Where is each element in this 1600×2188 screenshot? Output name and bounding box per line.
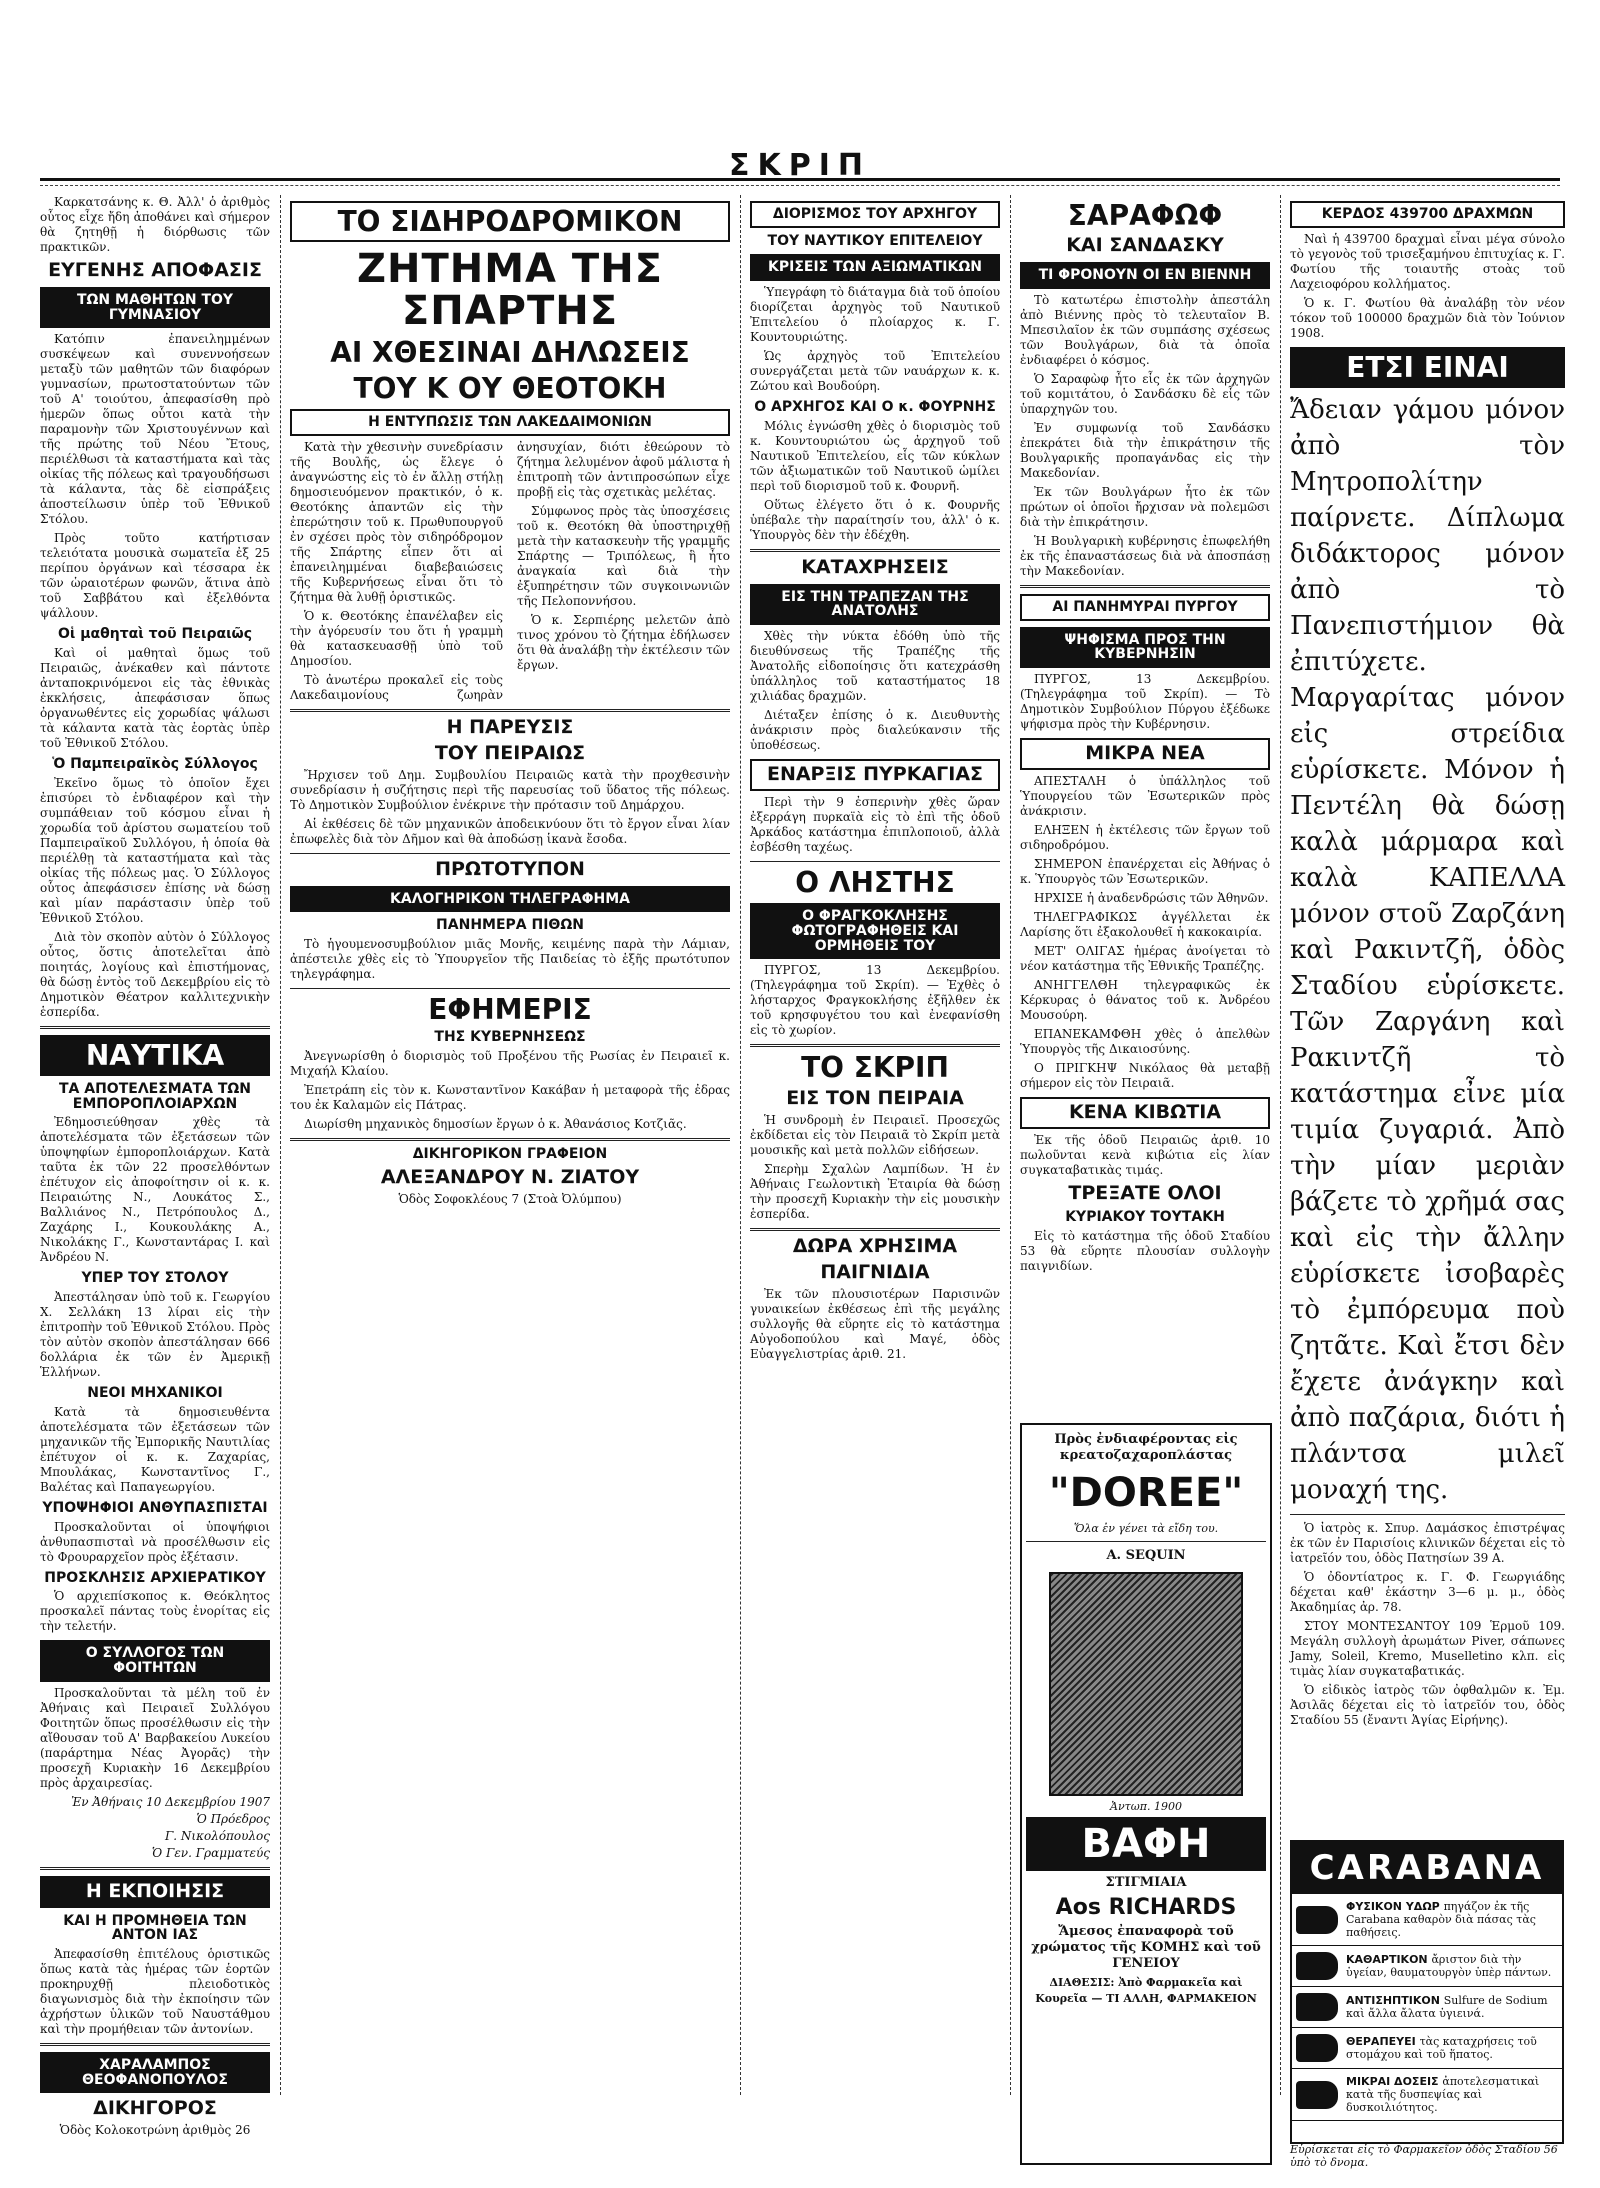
col1-signature: Ὁ Πρόεδρος (196, 1811, 270, 1826)
divider (40, 1867, 270, 1870)
carabana-title: CARABANA (1292, 1842, 1562, 1894)
col4-heading-sarafof: ΣΑΡΑΦΩΦ (1067, 199, 1223, 232)
divider (750, 1228, 1000, 1231)
carabana-item (1292, 1987, 1562, 2028)
col4-heading-trexate: ΤΡΕΞΑΤΕ ΟΛΟΙ (1068, 1181, 1222, 1204)
col2-heading-sidirodromikon: ΤΟ ΣΙΔΗΡΟΔΡΟΜΙΚΟΝ (290, 201, 730, 242)
richards-line: Ἄμεσος ἐπαναφορὰ τοῦ χρώματος τῆς ΚΟΜΗΣ καὶ τοῦ ΓΕΝΕΙΟΥ (1031, 1924, 1261, 1971)
col4-paragraph: Ἡ Βουλγαρικὴ κυβέρνησις ἐπωφελήθη ἐκ τῆς ἐπαναστάσεως διὰ νὰ ἀποσπάσῃ τὴν Μακεδονίαν. (1020, 534, 1270, 579)
bottle-icon (1296, 1906, 1338, 1934)
carabana-item-label: ΦΥΣΙΚΟΝ ΥΔΩΡ (1346, 1900, 1444, 1913)
col1-subheading-emporoploiarxoi: ΤΑ ΑΠΟΤΕΛΕΣΜΑΤΑ ΤΩΝ ΕΜΠΟΡΟΠΛΟΙΑΡΧΩΝ (59, 1081, 251, 1112)
doree-brand: "DOREE" (1048, 1470, 1244, 1516)
col4-news-item: ΑΝΗΓΓΕΛΘΗ τηλεγραφικῶς ἐκ Κέρκυρας ὁ θάνατος τοῦ κ. Ἀνδρέου Μουσούρη. (1020, 978, 1270, 1023)
col3-paragraph: Περὶ τὴν 9 ἐσπερινὴν χθὲς ὥραν ἐξερράγη πυρκαϊὰ εἰς τὸ ἐπὶ τῆς ὁδοῦ Ἀρκάδος κατάστημα ἐπιπλοποιοῦ, ἀλλὰ ἐσβέσθη ταχέως. (750, 795, 1000, 854)
carabana-item (1292, 1894, 1562, 1946)
masthead-rule (40, 178, 1560, 181)
col1-paragraph: Κατόπιν ἐπανειλημμένων συσκέψεων καὶ συνεννοήσεων μεταξὺ τῶν μαθητῶν τῶν διαφόρων γυμνασίων, πρωτοστατούντων τῶν τοῦ Α' τοιούτου, ἀπεφασίσθη πρὸ ἡμερῶν ὅπως οὗτοι κατὰ τὴν παραμονὴν τῶν Χριστουγέννων καὶ τῆς πρώτης τοῦ Νέου Ἔτους, περιέλθωσι τὰ καταστήματα καὶ τὰς οἰκίας τῆς πόλεως καὶ τραγουδήσωσι τὰ κάλαντα, τὰς δὲ εἰσπράξεις ἀποστείλωσιν ὑπὲρ τοῦ Ἐθνικοῦ Στόλου. (40, 332, 270, 527)
col1-paragraph: Διὰ τὸν σκοπὸν αὐτὸν ὁ Σύλλογος οὗτος, ὅστις ἀποτελεῖται ἀπὸ ποιητάς, λογίους καὶ ἐπιστήμονας, θὰ δώσῃ ἐντὸς τοῦ Δεκεμβρίου εἰς τὸ Δημοτικὸν Θέατρον καλλιτεχνικὴν ἑσπερίδα. (40, 929, 270, 1019)
col1-heading-dikigoros: ΔΙΚΗΓΟΡΟΣ (93, 2097, 217, 2120)
carabana-item-text: Sulfure de Sodium καὶ ἄλλα ἄλατα ὑγιεινά. (1346, 1994, 1548, 2020)
col2-heading-theotoki: ΤΟΥ Κ ΟΥ ΘΕΟΤΟΚΗ (353, 371, 667, 405)
col2-address: Ὁδὸς Σοφοκλέους 7 (Στοὰ Ὀλύμπου) (398, 1191, 622, 1206)
masthead (0, 0, 1600, 190)
col2-paragraph: Κατὰ τὴν χθεσινὴν συνεδρίασιν τῆς Βουλῆς, ὡς ἔλεγε ὁ ἀναγνώστης εἰς τὸ ἐν ἄλλῃ στήλῃ δημοσιευόμενον πρακτικόν, ὁ κ. Θεοτόκης ἀπαντῶν εἰς τὴν ἐπερώτησιν τοῦ κ. Πρωθυπουργοῦ ἐν σχέσει πρὸς τὸν σιδηρόδρομον τῆς Σπάρτης εἶπεν ὅτι αἱ ἐπανειλημμέναι διαβεβαιώσεις τῆς Κυβερνήσεως εἶναι ὅτι τὸ ζήτημα θὰ λυθῇ ὁριστικῶς. (290, 439, 503, 604)
column-5 (1290, 195, 1565, 2095)
col1-heading-stolos: ΥΠΕΡ ΤΟΥ ΣΤΟΛΟΥ (81, 1270, 229, 1287)
carabana-item-text: πηγάζον ἐκ τῆς Carabana καθαρὸν διὰ πάσας τὰς παθήσεις. (1346, 1900, 1536, 1939)
col1-paragraph: Προσκαλοῦνται τὰ μέλη τοῦ ἐν Ἀθήναις καὶ Πειραιεῖ Συλλόγου Φοιτητῶν ὅπως προσέλθωσιν εἰς τὴν αἴθουσαν τοῦ Α' Βαρβακείου Λυκείου (παράρτημα Νέας Ἀγορᾶς) τὴν προσεχῆ Κυριακὴν 16 Δεκεμβρίου πρὸς ἀρχαιρεσίας. (40, 1685, 270, 1790)
col3-heading-fournis: Ο ΑΡΧΗΓΟΣ ΚΑΙ Ο κ. ΦΟΥΡΝΗΣ (754, 399, 996, 416)
col3-paragraph: Οὕτως ἐλέγετο ὅτι ὁ κ. Φουρνῆς ὑπέβαλε τὴν παραίτησίν του, ἀλλ' ὁ κ. Ὑπουργὸς δὲν τὴν ἐδέχθη. (750, 497, 1000, 542)
col1-heading-proskilisis: ΠΡΟΣΚΛΗΣΙΣ ΑΡΧΙΕΡΑΤΙΚΟΥ (44, 1569, 266, 1586)
col2-paragraph: Αἱ ἐκθέσεις δὲ τῶν μηχανικῶν ἀποδεικνύουν ὅτι τὸ ἔργον εἶναι λίαν ἐπωφελὲς διὰ τὸν Δῆμον καὶ θὰ ἀποδώσῃ ἱκανὰ ἔσοδα. (290, 816, 730, 846)
divider (290, 853, 730, 854)
col1-heading-eugenis: ΕΥΓΕΝΗΣ ΑΠΟΦΑΣΙΣ (48, 259, 262, 281)
col1-subheading-promitheia: ΚΑΙ Η ΠΡΟΜΗΘΕΙΑ ΤΩΝ ΑΝΤΟΝ ΙΑΣ (63, 1912, 247, 1944)
richards-brand: Aos RICHARDS (1055, 1895, 1237, 1920)
col3-paragraph: Ἡ συνδρομὴ ἐν Πειραιεῖ. Προσεχῶς ἐκδίδεται εἰς τὸν Πειραιᾶ τὸ Σκρίπ μετὰ μουσικῆς καὶ μετὰ πολλῶν εἰδήσεων. (750, 1112, 1000, 1157)
col2-paragraph: Ἤρχισεν τοῦ Δημ. Συμβουλίου Πειραιῶς κατὰ τὴν προχθεσινὴν συνεδρίασιν ἡ συζήτησις περὶ τῆς παρευσίας τοῦ ὕδατος τῆς πόλεως. Τὸ Δημοτικὸν Συμβούλιον ἐνέκρινε τὴν πρότασιν τοῦ Δημάρχου. (290, 767, 730, 812)
col3-subheading-epiteleiou: ΤΟΥ ΝΑΥΤΙΚΟΥ ΕΠΙΤΕΛΕΙΟΥ (767, 232, 983, 249)
col3-subheading-peiraia: ΕΙΣ ΤΟΝ ΠΕΙΡΑΙΑ (786, 1086, 964, 1109)
carabana-item-label: ΚΑΘΑΡΤΙΚΟΝ (1346, 1953, 1432, 1966)
col3-heading-pyrkagia: ΕΝΑΡΞΙΣ ΠΥΡΚΑΓΙΑΣ (750, 759, 1000, 791)
column-separator (280, 195, 281, 2095)
col2-paragraph: Ἐπετράπη εἰς τὸν κ. Κωνσταντῖνον Κακάβαν ἡ μεταφορὰ τῆς ἐδρας του ἐκ Καλαμῶν εἰς Πάτρας. (290, 1083, 730, 1113)
col1-signature-date: Ἐν Ἀθήναις 10 Δεκεμβρίου 1907 (71, 1794, 270, 1809)
col2-paragraph: Τὸ ἡγουμενοσυμβούλιον μιᾶς Μονῆς, κειμένης παρὰ τὴν Λάμιαν, ἀπέστειλε χθὲς εἰς τὸ Ὑπουργεῖον τῆς Παιδείας τὸ ἑξῆς πρωτότυπον τηλεγράφημα. (290, 937, 730, 982)
col3-paragraph: Χθὲς τὴν νύκτα ἐδόθη ὑπὸ τῆς διευθύνσεως τῆς Τραπέζης τῆς Ἀνατολῆς εἰδοποίησις ὅτι κατεχράσθη ὑπάλληλος τοῦ καταστήματος 18 χιλιάδας δραχμῶν. (750, 629, 1000, 704)
col4-heading-panimyrai: ΑΙ ΠΑΝΗΜΥΡΑΙ ΠΥΡΓΟΥ (1020, 594, 1270, 621)
col5-heading-kerdos: ΚΕΡΔΟΣ 439700 ΔΡΑΧΜΩΝ (1290, 201, 1565, 228)
carabana-list (1292, 1894, 1562, 2121)
col2-subheading-peiraios: ΤΟΥ ΠΕΙΡΑΙΩΣ (434, 741, 586, 764)
bottle-icon (1296, 1952, 1338, 1980)
doree-advert-sub: Ὅλα ἐν γένει τὰ εἴδη του. (1073, 1522, 1219, 1535)
col1-heading-dikigoros-name: ΧΑΡΑΛΑΜΠΟΣ ΘΕΟΦΑΝΟΠΟΥΛΟΣ (40, 2052, 270, 2093)
col2-subheading-pithon: ΠΑΝΗΜΕΡΑ ΠΙΘΩΝ (436, 917, 584, 934)
col4-news-item: ΜΕΤ' ΟΛΙΓΑΣ ἡμέρας ἀνοίγεται τὸ νέον κατάστημα τῆς Ἐθνικῆς Τραπέζης. (1020, 944, 1270, 974)
col2-paragraph: Ὁ κ. Θεοτόκης ἐπανέλαβεν εἰς τὴν ἀγόρευσίν του ὅτι ἡ γραμμὴ θὰ κατασκευασθῇ ὑπὸ τοῦ Δημοσίου. (290, 608, 503, 668)
col4-news-item: ΤΗΛΕΓΡΑΦΙΚΩΣ ἀγγέλλεται ἐκ Λαρίσης ὅτι ἐξακολουθεῖ ἡ κακοκαιρία. (1020, 910, 1270, 940)
col4-paragraph: Τὸ κατωτέρω ἐπιστολὴν ἀπεστάλη ἀπὸ Βιέννης πρὸς τὸ τελευταῖον Β. Μπεσιλαῖον ἐκ τῶν συμπάσης σχέσεως τῶν Βουλγάρων, διὰ τὰ ὁποῖα ἐνδιαφέρει ὁ κόσμος. (1020, 293, 1270, 368)
column-separator (1280, 195, 1281, 2095)
col1-paragraph: Ἀπεφασίσθη ἐπιτέλους ὁριστικῶς ὅπως κατὰ τὰς ἡμέρας τῶν ἑορτῶν προκηρυχθῇ πλειοδοτικὸς διαγωνισμὸς διὰ τὴν ἐκποίησιν τῶν ἀχρήστων ὑλικῶν τοῦ Ναυστάθμου καὶ τὴν προμήθειαν τῶν ἀντονίων. (40, 1946, 270, 2036)
col1-signature: Ὁ Γεν. Γραμματεύς (151, 1845, 270, 1860)
col3-paragraph: Ὡς ἀρχηγὸς τοῦ Ἐπιτελείου συνεργάζεται μετὰ τῶν ναυάρχων κ. κ. Ζώτου καὶ Βουδούρη. (750, 349, 1000, 394)
col5-paragraph: Ναὶ ἡ 439700 δραχμαὶ εἶναι μέγα σύνολο τὸ γεγονὸς τοῦ τρισεξαμήνου ἐπιτυχίας κ. Γ. Φωτίου τῆς τοιαυτῆς στοὰς τοῦ Λαχειοφόρου κολλήματος. (1290, 231, 1565, 291)
divider (290, 1138, 730, 1141)
col2-paragraph: Διωρίσθη μηχανικὸς δημοσίων ἔργων ὁ κ. Ἀθανάσιος Κοτζιᾶς. (304, 1117, 687, 1132)
bottle-icon (1296, 1993, 1338, 2021)
col4-paragraph: Ὁ Σαραφὼφ ἦτο εἷς ἐκ τῶν ἀρχηγῶν τοῦ κομιτάτου, ὁ Σανδάσκυ δὲ εἷς τῶν ὑπαρχηγῶν του. (1020, 372, 1270, 417)
masthead-title: ΣΚΡΙΠ (729, 148, 871, 183)
col2-paragraph: Ἀνεγνωρίσθη ὁ διορισμὸς τοῦ Προξένου τῆς Ρωσίας ἐν Πειραιεῖ κ. Μιχαήλ Κλαίου. (290, 1049, 730, 1079)
col4-subheading-sandasky: ΚΑΙ ΣΑΝΔΑΣΚΥ (1066, 234, 1224, 257)
col4-news-item: Ο ΠΡΙΓΚΗΨ Νικόλαος θὰ μεταβῇ σήμερον εἰς τὸν Πειραιᾶ. (1020, 1061, 1270, 1091)
col2-paragraph: Τὸ ἀνωτέρω προκαλεῖ εἰς τοὺς Λακεδαιμονίους ζωηρὰν ἀνησυχίαν, διότι ἐθεώρουν τὸ ζήτημα λελυμένον ἀφοῦ μάλιστα ἡ ἐπιτροπὴ τῶν ἀντιπροσώπων εἶχε προβῇ εἰς τὰς σχετικὰς μελέτας. (290, 439, 730, 702)
col3-paragraph: ΠΥΡΓΟΣ, 13 Δεκεμβρίου. (Τηλεγράφημα τοῦ Σκρίπ). — Ἐχθὲς ὁ λήσταρχος Φραγκοκλήσης ἐξῆλθεν ἐκ τοῦ κρησφυγέτου του καὶ ἐνεφανίσθη εἰς τὸ χωρίον. (750, 963, 1000, 1038)
carabana-item-label: ΜΙΚΡΑΙ ΔΟΣΕΙΣ (1346, 2075, 1443, 2088)
col4-heading-kena-kivotia: ΚΕΝΑ ΚΙΒΩΤΙΑ (1020, 1097, 1270, 1129)
col3-subheading-trapeza: ΕΙΣ ΤΗΝ ΤΡΑΠΕΖΑΝ ΤΗΣ ΑΝΑΤΟΛΗΣ (750, 584, 1000, 625)
bottle-icon (1296, 2034, 1338, 2062)
divider (750, 861, 1000, 862)
carabana-footer: Εὑρίσκεται εἰς τὸ Φαρμακεῖον ὁδὸς Σταδίου 56 ὑπὸ τὸ δνομα. (1290, 2143, 1558, 2169)
carabana-item-text: ἀποτελεσματικαὶ κατὰ τῆς δυσπεψίας καὶ δυσκοιλιότητος. (1346, 2075, 1540, 2114)
carabana-item (1292, 1946, 1562, 1987)
divider (290, 709, 730, 712)
col2-heading-parefsis: Η ΠΑΡΕΥΣΙΣ (446, 715, 574, 738)
col4-news-item: ΕΠΑΝΕΚΑΜΦΘΗ χθὲς ὁ ἀπελθὼν Ὑπουργὸς τῆς Δικαιοσύνης. (1020, 1027, 1270, 1057)
col2-subheading-kyberniseos: ΤΗΣ ΚΥΒΕΡΝΗΣΕΩΣ (434, 1029, 586, 1046)
col4-paragraph: Ἐν συμφωνίᾳ τοῦ Σανδάσκυ ἐπεκράτει διὰ τὴν ἐπικράτησιν τῆς Βουλγαρικῆς προπαγάνδας εἰς τὴν Μακεδονίαν. (1020, 421, 1270, 481)
col4-subheading-toutaki: ΚΥΡΙΑΚΟΥ ΤΟΥΤΑΚΗ (1065, 1208, 1225, 1225)
col2-heading-zitima-spartis: ΖΗΤΗΜΑ ΤΗΣ ΣΠΑΡΤΗΣ (356, 246, 663, 335)
col1-subheading-mathites: ΤΩΝ ΜΑΘΗΤΩΝ ΤΟΥ ΓΥΜΝΑΣΙΟΥ (40, 287, 270, 328)
col4-news-item: ΗΡΧΙΣΕ ἡ ἀναδενδρώσις τῶν Ἀθηνῶν. (1034, 891, 1269, 906)
col1-address: Ὁδὸς Κολοκοτρώνη ἀριθμὸς 26 (59, 2123, 251, 2138)
col2-paragraph: Σύμφωνος πρὸς τὰς ὑποσχέσεις τοῦ κ. Θεοτόκη θὰ ὑποστηριχθῇ μετὰ τὴν κατασκευὴν τῆς γραμμῆς Σπάρτης — Τριπόλεως, ἣ ἦτο ἀναγκαία καὶ διὰ τὴν ἐξυπηρέτησιν τῶν συγκοινωνιῶν τῆς Πελοποννήσου. (517, 503, 730, 608)
col3-subheading-kriseis: ΚΡΙΣΕΙΣ ΤΩΝ ΑΞΙΩΜΑΤΙΚΩΝ (750, 254, 1000, 281)
col5-paragraph: Ὁ κ. Γ. Φωτίου θὰ ἀναλάβῃ τὸν νέον τόκον τοῦ 100000 δραχμῶν διὰ τὸν Ἰούνιον 1908. (1290, 295, 1565, 340)
col3-paragraph: Διέταξεν ἐπίσης ὁ κ. Διευθυντὴς ἀνάκρισιν πρὸς διαλεύκανσιν τῆς ὑποθέσεως. (750, 708, 1000, 753)
col4-paragraph: Εἰς τὸ κατάστημα τῆς ὁδοῦ Σταδίου 53 θὰ εὕρητε πλουσίαν συλλογὴν παιγνιδίων. (1020, 1228, 1270, 1273)
col4-paragraph: Ἐκ τῆς ὁδοῦ Πειραιῶς ἀριθ. 10 πωλοῦνται κενὰ κιβώτια εἰς λίαν συγκαταβατικὰς τιμάς. (1020, 1132, 1270, 1177)
column-separator (740, 195, 741, 2095)
vafi-brand: ΒΑΦΗ (1026, 1817, 1266, 1871)
col4-news-item: ΕΛΗΞΕΝ ἡ ἐκτέλεσις τῶν ἔργων τοῦ σιδηροδρόμου. (1020, 823, 1270, 853)
carabana-item-text: τὰς καταχρήσεις τοῦ στομάχου καὶ τοῦ ἥπατος. (1346, 2035, 1537, 2061)
col3-paragraph: Ὑπεγράφη τὸ διάταγμα διὰ τοῦ ὁποίου διορίζεται ἀρχηγὸς τοῦ Ναυτικοῦ Ἐπιτελείου ὁ πλοίαρχος κ. Γ. Κουντουριώτης. (750, 285, 1000, 345)
col2-paragraph: Ὁ κ. Σερπιέρης μελετῶν ἀπὸ τινος χρόνου τὸ ζήτημα ἐδήλωσεν ὅτι θὰ ἀναλάβῃ τὴν ἐκτέλεσιν τῶν ἔργων. (517, 612, 730, 672)
col5-paragraph: ΣΤΟΥ ΜΟΝΤΕΣΑΝΤΟΥ 109 Ἑρμοῦ 109. Μεγάλη συλλογὴ ἀρωμάτων Piver, σάπωνες Jamy, Soleil, Kremo, Muselletino κλπ. εἰς τιμὰς λίαν συγκαταβατικάς. (1290, 1619, 1565, 1679)
col1-paragraph: Ἐδημοσιεύθησαν χθὲς τὰ ἀποτελέσματα τῶν ἐξετάσεων τῶν ὑποψηφίων ἐμποροπλοιάρχων. Κατὰ ταῦτα ἐκ τῶν 22 προσελθόντων ἐπέτυχον εἰς ἀποφοίτησιν οἱ κ. κ. Πειραιώτης Ν., Λουκάτος Σ., Βαλλιάνος Ν., Πετρόπουλος Δ., Ζαχάρης Ι., Κουκουλάκης Α., Νικολάκης Γ., Κωνσταντάρας Ι. καὶ Ἀνδρέου Ν. (40, 1115, 270, 1265)
col3-heading-katachriseis: ΚΑΤΑΧΡΗΣΕΙΣ (801, 555, 949, 578)
carabana-item-label: ΑΝΤΙΣΗΠΤΙΚΟΝ (1346, 1994, 1444, 2007)
divider (40, 1026, 270, 1029)
col4-news-item: ΑΠΕΣΤΑΛΗ ὁ ὑπάλληλος τοῦ Ὑπουργείου τῶν Ἐσωτερικῶν πρὸς ἀνάκρισιν. (1020, 774, 1270, 819)
divider (1290, 1514, 1565, 1515)
carabana-item-text: ἄριστον διὰ τὴν ὑγείαν, θαυματουργὸν ὑπὲρ πάντων. (1346, 1953, 1552, 1979)
col5-big-text-advert: Ἄδειαν γάμου μόνον ἀπὸ τὸν Μητροπολίτην παίρνετε. Δίπλωμα διδάκτορος μόνον ἀπὸ τὸ Πανεπιστήμιον θὰ ἐπιτύχετε. Μαργαρίτας μόνον εἰς στρείδια εὑρίσκετε. Μόνον ἡ Πεντέλη θὰ δώσῃ καλὰ μάρμαρα καὶ καλὰ ΚΑΠΕΛΛΑ μόνον στοῦ Ζαρζάνη καὶ Ρακιντζῆ, ὁδὸς Σταδίου εὑρίσκετε. Τῶν Ζαργάνη καὶ Ρακιντζῆ τὸ κατάστημα εἶνε μία τιμία ζυγαριά. Ἀπὸ τὴν μίαν μεριὰν βάζετε τὸ χρῆμά σας καὶ εἰς τὴν ἄλλην εὑρίσκετε ἰσοβαρὲς τὸ ἐμπόρευμα ποὺ ζητᾶτε. Καὶ ἔτσι δὲν ἔχετε ἀνάγκην καὶ ἀπὸ παζάρια, διότι ἡ πλάντσα μιλεῖ μοναχή της. (1290, 395, 1565, 1506)
col1-heading-ekpoiisis: Η ΕΚΠΟΙΗΣΙΣ (40, 1876, 270, 1908)
col2-heading-prototypon: ΠΡΩΤΟΤΥΠΟΝ (435, 857, 585, 880)
masthead-rule-dashed (40, 185, 1560, 186)
col1-heading-anthypaspistai: ΥΠΟΨΗΦΙΟΙ ΑΝΘΥΠΑΣΠΙΣΤΑΙ (42, 1499, 268, 1516)
col3-paragraph: Σπερὴμ Σχαλὼν Λαμπίδων. Ἡ ἐν Ἀθήναις Γεωλοντικὴ Ἑταιρία θὰ δώσῃ τὴν προσεχῆ Κυριακὴν τὴν εἰς μουσικὴν ἑσπερίδα. (750, 1161, 1000, 1221)
column-3 (750, 195, 1000, 2095)
col2-subheading-entyposis: Η ΕΝΤΥΠΩΣΙΣ ΤΩΝ ΛΑΚΕΔΑΙΜΟΝΙΩΝ (290, 409, 730, 436)
divider (1026, 1541, 1266, 1542)
col3-paragraph: Μόλις ἐγνώσθη χθὲς ὁ διορισμὸς τοῦ κ. Κουντουριώτου ὡς ἀρχηγοῦ τοῦ Ναυτικοῦ Ἐπιτελείου, εἷς τῶν κύκλων τῶν ἀξιωματικῶν τοῦ Ναυτικοῦ ὡμίλει περὶ τοῦ διορισμοῦ τοῦ κ. Φουρνῆ. (750, 418, 1000, 493)
col2-heading-dikigorikon: ΔΙΚΗΓΟΡΙΚΟΝ ΓΡΑΦΕΙΟΝ (412, 1146, 608, 1163)
col3-heading-to-skrip: ΤΟ ΣΚΡΙΠ (801, 1051, 949, 1085)
divider (290, 988, 730, 989)
col4-subheading-psifisma: ΨΗΦΙΣΜΑ ΠΡΟΣ ΤΗΝ ΚΥΒΕΡΝΗΣΙΝ (1020, 627, 1270, 668)
col1-heading-naftika: ΝΑΥΤΙΚΑ (40, 1035, 270, 1076)
col1-heading-peiraios: Οἱ μαθηταὶ τοῦ Πειραιῶς (57, 626, 253, 643)
col3-paragraph: Ἐκ τῶν πλουσιοτέρων Παρισινῶν γυναικείων ἐκθέσεως ἐπὶ τῆς μεγάλης συλλογῆς θὰ εὕρητε εἰς τὸ κατάστημα Αὐγοδοπούλου καὶ Μαγέ, ὁδὸς Εὐαγγελιστρίας ἀριθ. 21. (750, 1286, 1000, 1361)
divider (750, 549, 1000, 552)
col1-paragraph: Καὶ οἱ μαθηταὶ ὅμως τοῦ Πειραιῶς, ἀνέκαθεν καὶ πάντοτε ἀνταποκρινόμενοι εἰς τὰς ἐθνικὰς ἐκκλήσεις, ἀπεφάσισαν ὅπως ὀργανωθέντες εἰς χορωδίας ψάλωσι τὰ κάλαντα κατὰ τὰς ἑορτὰς ὑπὲρ τοῦ Ἐθνικοῦ Στόλου. (40, 646, 270, 750)
col5-paragraph: Ὁ ἰατρὸς κ. Σπυρ. Δαμάσκος ἐπιστρέψας ἐκ τῶν ἐν Παρισίοις κλινικῶν δέχεται εἰς τὸ ἰατρεῖόν του, ὁδὸς Πατησίων 39 Α. (1290, 1521, 1565, 1566)
col1-paragraph: Ἀπεστάλησαν ὑπὸ τοῦ κ. Γεωργίου Χ. Σελλάκη 13 λίραι εἰς τὴν ἐπιτροπὴν τοῦ Ἐθνικοῦ Στόλου. Πρὸς τὸν αὐτὸν σκοπὸν ἀπεστάλησαν 666 δολλάρια ἐκ τῶν ἐν Ἀμερικῇ Ἑλλήνων. (40, 1290, 270, 1380)
portrait-engraving-icon (1049, 1572, 1243, 1796)
doree-richards-advert (1020, 1423, 1272, 2165)
portrait-caption: Ἀντωπ. 1900 (1110, 1800, 1182, 1813)
column-1 (40, 195, 270, 2138)
col4-paragraph: Ἐκ τῶν Βουλγάρων ἦτο ἐκ τῶν πρώτων οἱ ὁποῖοι ἤρχισαν νὰ πολεμῶσι διὰ τὴν ἐπικράτησιν. (1020, 485, 1270, 530)
col1-paragraph: Ἐκεῖνο ὅμως τὸ ὁποῖον ἔχει ἐπισύρει τὸ ἐνδιαφέρον καὶ τὴν συμπάθειαν τοῦ κόσμου εἶναι ἡ χορωδία τοῦ ἀρίστου σωματείου τοῦ Παμπειραϊκοῦ Συλλόγου, ἡ ὁποία θὰ περιέλθῃ τὰ καταστήματα καὶ τὰς οἰκίας τῆς πόλεως μας. Ὁ Σύλλογος οὗτος ἀπεφάσισεν ἐπίσης νὰ δώσῃ καὶ μίαν παράστασιν ὑπὲρ τοῦ Ἐθνικοῦ Στόλου. (40, 775, 270, 925)
carabana-item-label: ΘΕΡΑΠΕΥΕΙ (1346, 2035, 1420, 2048)
col4-news-item: ΣΗΜΕΡΟΝ ἐπανέρχεται εἰς Ἀθήνας ὁ κ. Ὑπουργὸς τῶν Ἐσωτερικῶν. (1020, 857, 1270, 887)
col4-paragraph: ΠΥΡΓΟΣ, 13 Δεκεμβρίου. (Τηλεγράφημα τοῦ Σκρίπ). — Τὸ Δημοτικὸν Συμβούλιον Πύργου ἐξέδωκε ψήφισμα πρὸς τὴν Κυβέρνησιν. (1020, 672, 1270, 732)
bottle-icon (1296, 2081, 1338, 2109)
col1-paragraph: Πρὸς τοῦτο κατήρτισαν τελειότατα μουσικὰ σωματεῖα ἐξ 25 περίπου ὀργάνων καὶ τέσσαρα ἐκ τῶν ὡραιοτέρων φωνῶν, ἅτινα ἀπὸ τοῦ Σαββάτου καὶ ἐξελθόντα ψάλλουν. (40, 531, 270, 621)
col1-heading-foitites: Ο ΣΥΛΛΟΓΟΣ ΤΩΝ ΦΟΙΤΗΤΩΝ (40, 1640, 270, 1681)
vafi-sub: ΣΤΙΓΜΙΑΙΑ (1105, 1875, 1187, 1890)
col3-subheading-fragkoklisis: Ο ΦΡΑΓΚΟΚΛΗΣΗΣ ΦΩΤΟΓΡΑΦΗΘΕΙΣ ΚΑΙ ΟΡΜΗΘΕΙΣ ΤΟΥ (750, 903, 1000, 959)
divider (40, 2043, 270, 2046)
divider (1020, 585, 1270, 588)
col1-paragraph: Προσκαλοῦνται οἱ ὑποψήφιοι ἀνθυπασπισταὶ νὰ προσέλθωσιν εἰς τὸ Φρουραρχεῖον πρὸς ἐξέτασιν. (40, 1519, 270, 1564)
col2-heading-dilwseis: ΑΙ ΧΘΕΣΙΝΑΙ ΔΗΛΩΣΕΙΣ (330, 336, 690, 370)
col3-subheading-paignidia: ΠΑΙΓΝΙΔΙΑ (820, 1260, 930, 1283)
column-2 (290, 195, 730, 2095)
sequin-name: A. SEQUIN (1106, 1548, 1186, 1563)
col3-heading-listis: Ο ΛΗΣΤΗΣ (795, 866, 955, 899)
col5-paragraph: Ὁ ὀδοντίατρος κ. Γ. Φ. Γεωργιάδης δέχεται καθ' ἑκάστην 3—6 μ. μ., ὁδὸς Ἀκαδημίας ἀρ. 78. (1290, 1570, 1565, 1615)
col5-paragraph: Ὁ εἰδικὸς ἰατρὸς τῶν ὀφθαλμῶν κ. Ἐμ. Ἀσιλᾶς δέχεται εἰς τὸ ἰατρεῖόν του, ὁδὸς Σταδίου 55 (ἔναντι Ἁγίας Εἰρήνης). (1290, 1683, 1565, 1728)
carabana-item (1292, 2069, 1562, 2121)
col1-paragraph: Ὁ αρχιεπίσκοπος κ. Θεόκλητος προσκαλεῖ πάντας τοὺς ἐνορίτας εἰς τὴν τελετήν. (40, 1589, 270, 1634)
carabana-advert (1290, 1840, 1564, 2144)
col1-signature: Γ. Νικολόπουλος (164, 1828, 270, 1843)
col2-article-body (290, 440, 730, 703)
carabana-item (1292, 2028, 1562, 2069)
col2-subheading-ziatou: ΑΛΕΞΑΝΔΡΟΥ Ν. ΖΙΑΤΟΥ (380, 1165, 640, 1188)
col1-heading-mixanikoi: ΝΕΟΙ ΜΗΧΑΝΙΚΟΙ (87, 1385, 223, 1402)
col5-heading-etsi-einai: ΕΤΣΙ ΕΙΝΑΙ (1290, 347, 1565, 388)
richards-line: ΔΙΑΘΕΣΙΣ: Ἀπὸ Φαρμακεῖα καὶ Κουρεῖα — ΤΙ ΑΛΛΗ, ΦΑΡΜΑΚΕΙΟΝ (1035, 1976, 1257, 2005)
col4-heading-mikra-nea: ΜΙΚΡΑ ΝΕΑ (1020, 738, 1270, 770)
col1-heading-syllogos: Ὁ Παμπειραϊκὸς Σύλλογος (52, 756, 258, 772)
col2-subheading-tilegrafima: ΚΑΛΟΓΗΡΙΚΟΝ ΤΗΛΕΓΡΑΦΗΜΑ (290, 886, 730, 913)
col2-heading-efimeris: ΕΦΗΜΕΡΙΣ (428, 993, 592, 1027)
divider (750, 1044, 1000, 1047)
col3-heading-diorismos: ΔΙΟΡΙΣΜΟΣ ΤΟΥ ΑΡΧΗΓΟΥ (750, 201, 1000, 228)
col1-lead-text: Καρκατσάνης κ. Θ. Ἀλλ' ὁ ἀριθμὸς οὗτος εἶχε ἤδη ἀποθάνει καὶ σήμερον θὰ ζητηθῇ ἡ διόρθωσις τῶν πρακτικῶν. (40, 195, 270, 254)
doree-advert-top: Πρὸς ἐνδιαφέροντας εἰς κρεατοζαχαροπλάστας (1054, 1432, 1238, 1463)
col3-heading-dora: ΔΩΡΑ ΧΡΗΣΙΜΑ (792, 1234, 958, 1257)
newspaper-columns (40, 195, 1565, 2138)
col1-paragraph: Κατὰ τὰ δημοσιευθέντα ἀποτελέσματα τῶν ἐξετάσεων τῶν μηχανικῶν τῆς Ἐμπορικῆς Ναυτιλίας ἐπέτυχον οἱ κ. κ. Ζαχαρίας, Μπουλάκας, Κωνσταντῖνος Γ., Βαλέτας καὶ Παπαγεωργίου. (40, 1404, 270, 1494)
col4-subheading-vienni: ΤΙ ΦΡΟΝΟΥΝ ΟΙ ΕΝ ΒΙΕΝΝΗ (1020, 262, 1270, 289)
column-separator (1010, 195, 1011, 2095)
